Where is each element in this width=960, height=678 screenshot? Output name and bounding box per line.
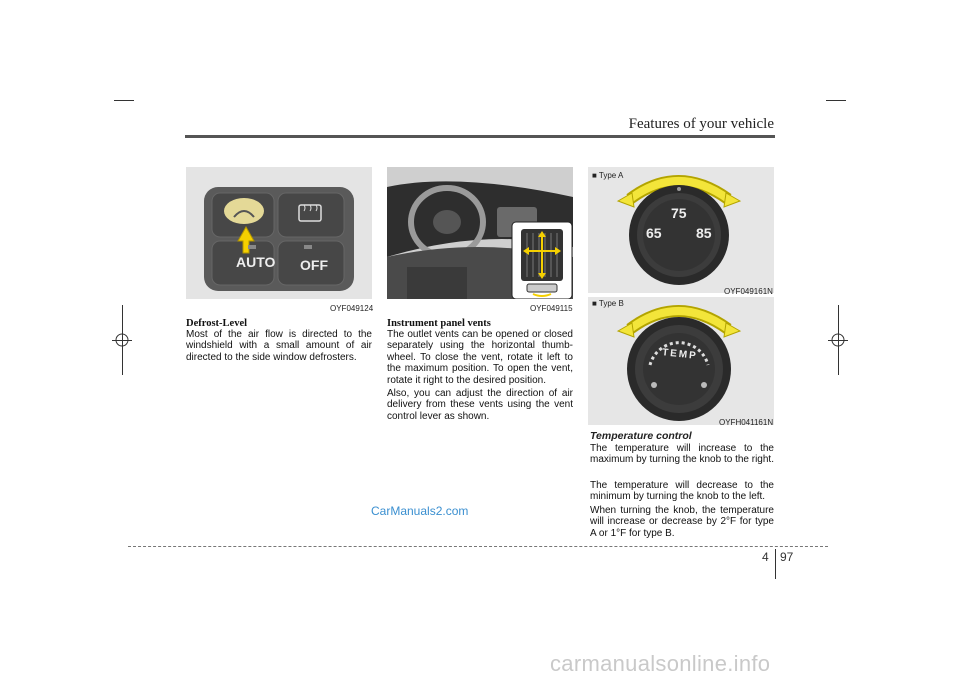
defrost-level-text: Most of the air flow is directed to the windshield with a small amount of air directed to the side window defrosters.	[186, 329, 372, 363]
footer-rule	[128, 546, 828, 547]
page-number: 97	[780, 550, 794, 564]
temperature-knob-type-a-figure	[588, 167, 774, 293]
dashboard-illustration	[387, 167, 573, 299]
auto-button-label: AUTO	[236, 254, 276, 270]
temperature-knob-type-b-figure	[588, 297, 774, 425]
off-button-label: OFF	[300, 257, 328, 273]
figure-code: OYFH041161N	[719, 418, 774, 427]
temperature-control-heading: Temperature control	[590, 430, 692, 442]
header-rule	[185, 135, 775, 138]
temp-label-85: 85	[696, 225, 712, 241]
registration-mark	[113, 331, 131, 349]
registration-mark	[829, 331, 847, 349]
figure-code: OYF049115	[530, 304, 573, 313]
temp-label-65: 65	[646, 225, 662, 241]
type-b-label: ■ Type B	[592, 299, 624, 308]
vents-paragraph-2: Also, you can adjust the direction of air delivery from these vents using the vent control lever as shown.	[387, 388, 573, 422]
type-a-label: ■ Type A	[592, 171, 624, 180]
defrost-panel-illustration	[186, 167, 372, 299]
temp-knob-label: TEMP	[661, 347, 699, 362]
page-header-title: Features of your vehicle	[628, 116, 774, 132]
temperature-paragraph-2: The temperature will decrease to the minimum by turning the knob to the left.	[590, 480, 774, 503]
figure-code: OYF049124	[330, 304, 374, 313]
figure-code: OYF049161N	[724, 287, 773, 296]
bottom-watermark: carmanualsonline.info	[550, 651, 771, 676]
page-number-divider	[775, 549, 776, 579]
temp-label-75: 75	[671, 205, 687, 221]
defrost-level-heading: Defrost-Level	[186, 318, 248, 329]
knob-type-b-illustration	[588, 297, 774, 425]
temperature-paragraph-1: The temperature will increase to the maximum by turning the knob to the right.	[590, 443, 774, 466]
instrument-panel-figure	[387, 167, 573, 299]
watermark-link[interactable]: CarManuals2.com	[371, 504, 469, 518]
defrost-button-figure	[186, 167, 372, 299]
knob-type-a-illustration	[588, 167, 774, 293]
vents-paragraph-1: The outlet vents can be opened or closed separately using the horizontal thumb-wheel. To close the vent, rotate it left to the maximum position. To open the vent, rotate it right to the desired position.	[387, 329, 573, 386]
crop-mark	[826, 100, 846, 101]
temperature-paragraph-3: When turning the knob, the temperature will increase or decrease by 2°F for type A or 1°F for type B.	[590, 505, 774, 539]
instrument-panel-vents-heading: Instrument panel vents	[387, 318, 491, 329]
section-number: 4	[762, 550, 769, 564]
crop-mark	[114, 100, 134, 101]
